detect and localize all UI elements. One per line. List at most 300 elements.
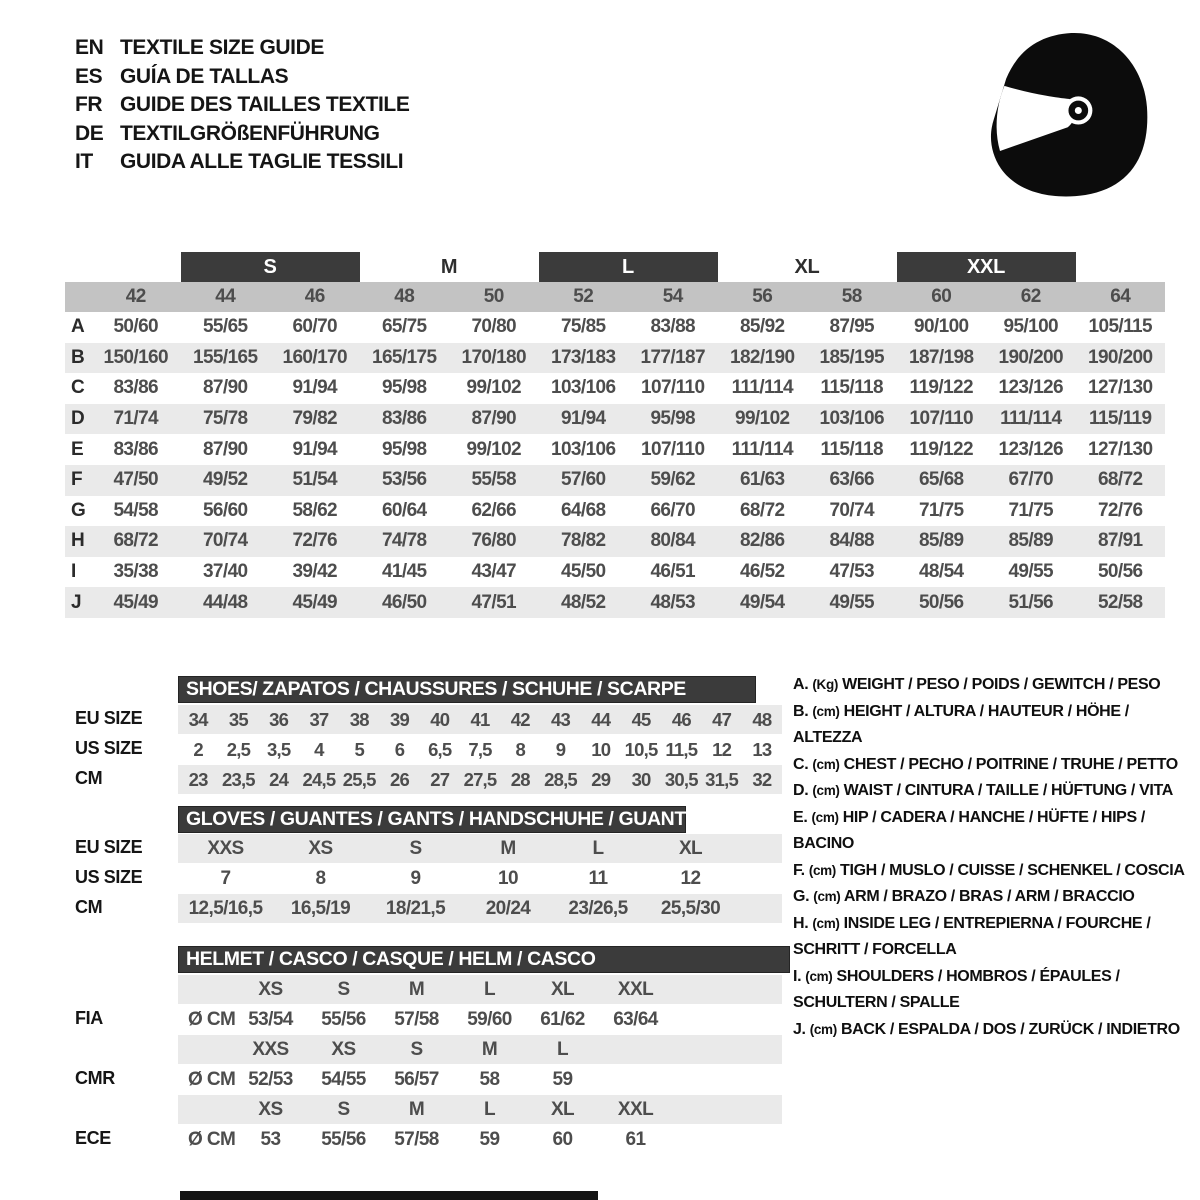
section-cell: XS [258, 978, 283, 1000]
section-cell: M [408, 1098, 425, 1120]
row-letter: C [71, 377, 85, 399]
section-cell: XS [331, 1038, 356, 1060]
measure-value: 83/86 [381, 408, 427, 430]
language-list [75, 34, 409, 177]
section-cell: XS [308, 837, 333, 859]
measure-value: 59/62 [650, 469, 696, 491]
legend-letter: I. [793, 967, 806, 985]
section-cell: 55/56 [321, 1008, 366, 1030]
section-cell: 12 [680, 867, 701, 889]
size-number: 52 [573, 286, 594, 307]
measure-value: 90/100 [913, 316, 969, 338]
helmet-values-row-cmr [178, 1065, 782, 1094]
section-cell: 9 [410, 867, 421, 889]
section-cell: 56/57 [394, 1068, 439, 1090]
measure-value: 150/160 [103, 346, 168, 368]
section-cell: S [337, 1098, 350, 1120]
legend-letter: E. [793, 808, 812, 826]
measure-value: 62/66 [471, 499, 517, 521]
section-cell: Ø CM [188, 1128, 236, 1150]
section-cell: 61/62 [540, 1008, 585, 1030]
helmet-values-row-ece [178, 1125, 782, 1154]
section-cell: 45 [631, 708, 651, 730]
measure-row-a [65, 312, 1165, 343]
measure-value: 66/70 [650, 499, 696, 521]
section-cell: 59/60 [467, 1008, 512, 1030]
row-letter: H [71, 530, 85, 552]
size-number: 62 [1020, 286, 1041, 307]
size-number: 60 [931, 286, 952, 307]
shoes-row-0 [178, 705, 782, 734]
measure-value: 87/90 [202, 377, 248, 399]
legend-letter: J. [793, 1020, 810, 1038]
legend-text: WAIST / CINTURA / TAILLE / HÜFTUNG / VITA [839, 782, 1173, 799]
legend-text: BACK / ESPALDA / DOS / ZURÜCK / INDIETRO [836, 1020, 1180, 1038]
section-cell: 2 [193, 738, 203, 760]
size-number: 42 [125, 286, 146, 307]
size-band-xl: XL [794, 255, 820, 278]
legend-letter: C. [793, 755, 813, 773]
section-cell: 5 [354, 738, 364, 760]
measure-value: 107/110 [641, 438, 705, 460]
measure-value: 39/42 [292, 561, 338, 583]
section-cell: S [409, 837, 422, 859]
measure-value: 68/72 [739, 499, 785, 521]
measure-row-i [65, 557, 1165, 588]
row-letter: E [71, 438, 84, 460]
section-cell: 11,5 [665, 738, 698, 760]
section-cell: 8 [515, 738, 525, 760]
language-item [75, 91, 409, 120]
measure-value: 87/95 [829, 316, 875, 338]
legend-text: HIP / CADERA / HANCHE / HÜFTE / HIPS / BACINO [793, 808, 1146, 852]
section-cell: M [408, 978, 425, 1000]
measure-value: 115/118 [820, 438, 883, 460]
measure-value: 95/98 [381, 438, 427, 460]
section-cell: XL [550, 978, 575, 1000]
section-cell: 3,5 [267, 738, 291, 760]
section-cell: 43 [551, 708, 571, 730]
legend-item-c [793, 752, 1195, 779]
legend-unit: (cm) [805, 968, 833, 984]
measure-value: 177/187 [640, 346, 705, 368]
language-item [75, 148, 409, 177]
measure-value: 71/75 [918, 499, 964, 521]
section-cell: 12 [712, 738, 732, 760]
measure-value: 57/60 [560, 469, 606, 491]
legend-item-d [793, 778, 1195, 805]
section-cell: 58 [479, 1068, 500, 1090]
measure-value: 79/82 [292, 408, 338, 430]
measure-value: 49/52 [202, 469, 248, 491]
measure-value: 60/64 [381, 499, 427, 521]
measure-value: 170/180 [461, 346, 526, 368]
gloves-row-2 [178, 894, 782, 923]
measure-value: 127/130 [1088, 438, 1153, 460]
measure-value: 50/56 [1097, 561, 1143, 583]
measure-value: 55/58 [471, 469, 517, 491]
section-cell: 28,5 [544, 768, 577, 790]
measure-value: 83/86 [113, 377, 159, 399]
measure-value: 68/72 [1097, 469, 1143, 491]
section-cell: 48 [752, 708, 772, 730]
size-band-l: L [539, 252, 718, 282]
legend-unit: (cm) [813, 889, 841, 904]
section-cell: 24,5 [302, 768, 336, 790]
language-title: TEXTILGRÖßENFÜHRUNG [120, 121, 380, 145]
language-item [75, 34, 409, 63]
legend-item-b [793, 699, 1195, 752]
section-cell: 25,5/30 [660, 897, 721, 919]
section-cell: 38 [349, 708, 369, 730]
measure-value: 103/106 [819, 408, 884, 430]
section-cell: XL [550, 1098, 575, 1120]
section-cell: 23,5 [221, 768, 255, 790]
measure-value: 41/45 [381, 561, 427, 583]
section-cell: 36 [269, 708, 289, 730]
measure-value: 76/80 [471, 530, 517, 552]
size-number: 56 [752, 286, 773, 307]
measure-value: 165/175 [372, 346, 437, 368]
measure-row-d [65, 404, 1165, 435]
legend-unit: (cm) [812, 915, 840, 931]
measure-value: 50/56 [918, 591, 964, 613]
language-title: TEXTILE SIZE GUIDE [120, 36, 324, 59]
section-cell: 37 [309, 708, 329, 730]
helmet-standard-label-ece: ECE [75, 1128, 111, 1148]
language-title: GUÍA DE TALLAS [120, 64, 289, 88]
shoes-section-header: SHOES/ ZAPATOS / CHAUSSURES / SCHUHE / SCARPE [178, 676, 756, 703]
measure-value: 53/56 [381, 469, 427, 491]
measure-value: 65/68 [918, 469, 964, 491]
measure-value: 72/76 [1097, 499, 1143, 521]
size-number: 44 [215, 286, 236, 307]
shoes-label-0: EU SIZE [75, 708, 143, 728]
size-number: 48 [394, 286, 415, 307]
measure-value: 190/200 [998, 346, 1063, 368]
measure-value: 83/86 [113, 438, 159, 460]
legend [793, 672, 1195, 1043]
measure-value: 103/106 [551, 377, 616, 399]
section-cell: 47 [712, 708, 732, 730]
language-code: EN [75, 36, 104, 59]
section-cell: XS [258, 1098, 283, 1120]
row-letter: F [71, 469, 83, 491]
measure-value: 99/102 [466, 438, 521, 460]
helmet-standard-label-fia: FIA [75, 1008, 103, 1028]
section-cell: 57/58 [394, 1008, 439, 1030]
measure-value: 55/65 [202, 316, 248, 338]
measure-value: 182/190 [730, 346, 795, 368]
measure-value: 68/72 [113, 530, 159, 552]
language-title: GUIDA ALLE TAGLIE TESSILI [120, 150, 404, 173]
legend-item-a [793, 672, 1195, 699]
section-cell: 11 [588, 867, 608, 889]
language-item [75, 63, 409, 92]
bottom-cropped-bar [180, 1191, 598, 1200]
legend-text: TIGH / MUSLO / CUISSE / SCHENKEL / COSCIA [835, 861, 1185, 879]
legend-item-i [793, 964, 1195, 1017]
measure-value: 80/84 [650, 530, 696, 552]
legend-item-g [793, 884, 1195, 911]
row-letter: I [71, 561, 77, 583]
section-cell: 23/26,5 [568, 897, 628, 919]
section-cell: 26 [389, 768, 409, 790]
measure-value: 47/53 [829, 561, 875, 583]
measure-value: 95/100 [1003, 316, 1058, 338]
section-cell: 63/64 [613, 1008, 658, 1030]
section-cell: 34 [188, 708, 208, 730]
measure-value: 111/114 [731, 377, 793, 399]
measure-value: 67/70 [1008, 469, 1054, 491]
measure-row-g [65, 496, 1165, 527]
section-cell: 61 [625, 1128, 646, 1150]
legend-letter: F. [793, 861, 809, 879]
legend-text: CHEST / PECHO / POITRINE / TRUHE / PETTO [839, 755, 1178, 773]
measure-row-f [65, 465, 1165, 496]
helmet-sizes-row-cmr [178, 1035, 782, 1064]
section-cell: 6 [394, 738, 405, 760]
language-title: GUIDE DES TAILLES TEXTILE [120, 93, 410, 116]
language-code: DE [75, 121, 104, 145]
section-cell: L [483, 978, 495, 1000]
measure-value: 85/89 [1008, 530, 1054, 552]
shoes-label-2: CM [75, 768, 103, 788]
legend-unit: (cm) [809, 1021, 837, 1037]
measure-value: 99/102 [734, 408, 790, 430]
measure-value: 56/60 [202, 499, 248, 521]
measure-value: 45/49 [113, 591, 159, 613]
legend-letter: D. [793, 782, 813, 799]
size-band-s: S [181, 252, 360, 282]
section-cell: 20/24 [485, 897, 531, 919]
size-number: 50 [483, 286, 504, 307]
measure-value: 160/170 [282, 346, 347, 368]
section-cell: 59 [479, 1128, 500, 1150]
section-cell: L [556, 1038, 568, 1060]
helmet-sizes-row-fia [178, 975, 782, 1004]
measure-value: 70/74 [202, 530, 248, 552]
section-cell: 25,5 [342, 768, 376, 790]
measure-value: 187/198 [909, 346, 974, 368]
section-cell: 54/55 [321, 1068, 366, 1090]
gloves-row-0 [178, 834, 782, 863]
legend-item-h [793, 911, 1195, 964]
section-cell: XL [678, 837, 703, 859]
helmet-values-row-fia [178, 1005, 782, 1034]
measure-value: 107/110 [909, 408, 973, 430]
section-cell: 18/21,5 [385, 897, 446, 919]
legend-item-f [793, 858, 1195, 885]
language-item [75, 120, 409, 149]
size-band-xxl: XXL [897, 252, 1076, 282]
measure-value: 45/49 [292, 591, 338, 613]
section-cell: L [592, 837, 604, 859]
size-number: 58 [841, 286, 862, 307]
measure-row-c [65, 373, 1165, 404]
section-cell: 16,5/19 [290, 897, 351, 919]
measure-value: 85/92 [739, 316, 785, 338]
measure-value: 75/78 [202, 408, 248, 430]
measure-value: 155/165 [193, 346, 258, 368]
legend-text: ARM / BRAZO / BRAS / ARM / BRACCIO [840, 888, 1135, 905]
measure-value: 111/114 [1000, 408, 1062, 430]
measure-value: 45/50 [560, 561, 606, 583]
measure-value: 46/51 [650, 561, 696, 583]
measure-value: 48/52 [560, 591, 606, 613]
row-letter: A [71, 316, 85, 338]
section-cell: 28 [510, 768, 530, 790]
measure-value: 84/88 [829, 530, 875, 552]
measure-value: 48/53 [650, 591, 696, 613]
legend-unit: (Kg) [812, 677, 838, 692]
section-cell: 27 [430, 768, 450, 790]
measure-value: 35/38 [113, 561, 159, 583]
measure-row-h [65, 526, 1165, 557]
legend-letter: B. [793, 702, 813, 720]
section-cell: 27,5 [463, 768, 497, 790]
measure-value: 82/86 [739, 530, 785, 552]
measure-value: 105/115 [1088, 316, 1152, 338]
measure-value: 70/74 [829, 499, 875, 521]
size-band-m: M [440, 255, 458, 278]
shoes-row-1 [178, 735, 782, 764]
measure-value: 51/56 [1008, 591, 1054, 613]
measure-value: 95/98 [650, 408, 696, 430]
size-band-row [65, 252, 1165, 282]
measure-value: 185/195 [819, 346, 884, 368]
measure-value: 49/55 [1008, 561, 1054, 583]
row-letter: G [71, 499, 86, 521]
measure-value: 51/54 [292, 469, 338, 491]
measure-value: 54/58 [113, 499, 159, 521]
section-cell: M [481, 1038, 498, 1060]
measure-value: 61/63 [739, 469, 785, 491]
measure-value: 87/90 [202, 438, 248, 460]
measure-value: 49/55 [829, 591, 875, 613]
section-cell: 7 [220, 867, 231, 889]
row-letter: D [71, 408, 85, 430]
measure-value: 47/50 [113, 469, 159, 491]
section-cell: 12,5/16,5 [188, 897, 263, 919]
measure-value: 99/102 [466, 377, 521, 399]
section-cell: 6,5 [428, 738, 452, 760]
section-cell: 44 [591, 708, 611, 730]
measure-value: 46/52 [739, 561, 785, 583]
legend-text: SHOULDERS / HOMBROS / ÉPAULES / SCHULTERN / SPALLE [793, 967, 1120, 1011]
measure-value: 65/75 [381, 316, 427, 338]
section-cell: XXS [252, 1038, 289, 1060]
measure-value: 64/68 [560, 499, 606, 521]
measure-value: 37/40 [202, 561, 248, 583]
legend-letter: G. [793, 888, 814, 905]
measure-value: 70/80 [471, 316, 517, 338]
legend-text: WEIGHT / PESO / POIDS / GEWITCH / PESO [838, 676, 1161, 693]
section-cell: 7,5 [468, 738, 492, 760]
section-cell: 8 [315, 867, 326, 889]
legend-unit: (cm) [811, 809, 839, 825]
legend-item-j [793, 1017, 1195, 1044]
measure-value: 71/75 [1008, 499, 1054, 521]
section-cell: 52/53 [248, 1068, 293, 1090]
measure-value: 48/54 [918, 561, 964, 583]
legend-text: INSIDE LEG / ENTREPIERNA / FOURCHE / SCHRITT / FORCELLA [793, 914, 1151, 958]
section-cell: 41 [470, 708, 490, 730]
measure-value: 119/122 [909, 377, 973, 399]
section-cell: 39 [389, 708, 409, 730]
legend-letter: H. [793, 914, 813, 932]
section-cell: 30,5 [664, 768, 698, 790]
measure-value: 50/60 [113, 316, 159, 338]
measure-value: 111/114 [731, 438, 793, 460]
size-number: 46 [304, 286, 325, 307]
measure-value: 87/90 [471, 408, 517, 430]
section-cell: 60 [552, 1128, 573, 1150]
section-cell: 9 [555, 738, 566, 760]
section-cell: 53/54 [248, 1008, 293, 1030]
section-cell: XXS [207, 837, 244, 859]
section-cell: 10 [591, 738, 611, 760]
section-cell: 2,5 [226, 738, 251, 760]
measure-value: 60/70 [292, 316, 338, 338]
measure-value: 119/122 [909, 438, 973, 460]
section-cell: XXL [617, 1098, 654, 1120]
section-cell: 10 [498, 867, 518, 889]
measure-value: 127/130 [1088, 377, 1153, 399]
language-code: IT [75, 150, 93, 173]
section-cell: 13 [752, 738, 772, 760]
section-cell: 55/56 [321, 1128, 366, 1150]
shoes-label-1: US SIZE [75, 738, 143, 758]
shoes-row-2 [178, 765, 782, 794]
section-cell: 31,5 [705, 768, 738, 790]
measure-value: 47/51 [471, 591, 517, 613]
measure-value: 46/50 [381, 591, 427, 613]
measure-value: 58/62 [292, 499, 338, 521]
measure-value: 85/89 [918, 530, 964, 552]
gloves-label-1: US SIZE [75, 867, 143, 887]
measure-value: 87/91 [1097, 530, 1143, 552]
section-cell: 57/58 [394, 1128, 439, 1150]
section-cell: L [483, 1098, 495, 1120]
section-cell: 32 [752, 768, 772, 790]
measure-row-j [65, 587, 1165, 618]
racing-helmet-icon [972, 26, 1160, 202]
section-cell: Ø CM [188, 1008, 236, 1030]
helmet-section-header: HELMET / CASCO / CASQUE / HELM / CASCO [178, 946, 790, 973]
row-letter: B [71, 346, 85, 368]
measure-value: 95/98 [381, 377, 427, 399]
measure-value: 78/82 [560, 530, 606, 552]
legend-letter: A. [793, 676, 813, 693]
section-cell: 4 [314, 738, 324, 760]
section-cell: 42 [510, 708, 530, 730]
section-cell: 30 [631, 768, 651, 790]
section-cell: 59 [552, 1068, 573, 1090]
measure-value: 71/74 [113, 408, 159, 430]
measure-value: 107/110 [641, 377, 705, 399]
section-cell: XXL [617, 978, 654, 1000]
section-cell: M [500, 837, 516, 859]
measure-value: 72/76 [292, 530, 338, 552]
measure-row-b [65, 343, 1165, 374]
section-cell: 40 [430, 708, 450, 730]
section-cell: 23 [188, 768, 208, 790]
helmet-sizes-row-ece [178, 1095, 782, 1124]
section-cell: 10,5 [624, 738, 658, 760]
legend-text: HEIGHT / ALTURA / HAUTEUR / HÖHE / ALTEZZA [793, 702, 1129, 746]
row-letter: J [71, 591, 82, 613]
